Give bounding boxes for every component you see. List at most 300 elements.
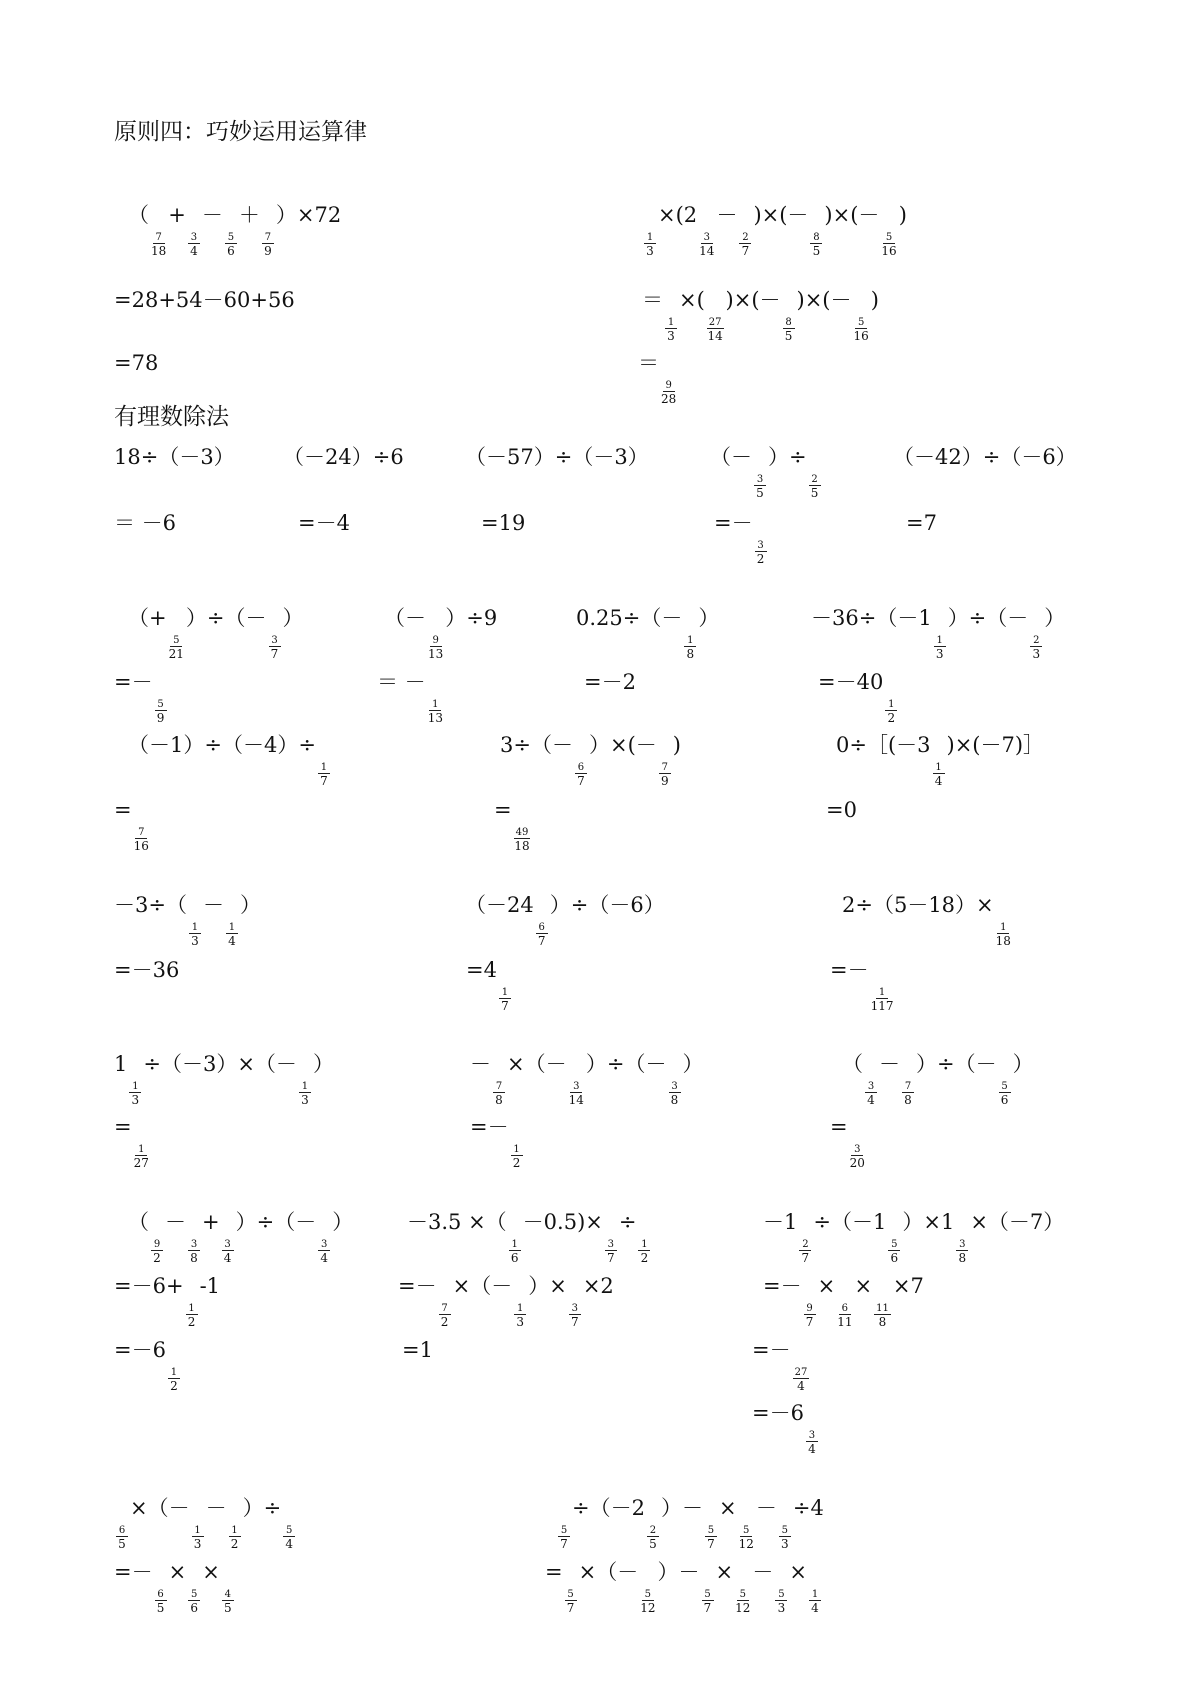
fraction <box>754 474 766 500</box>
fraction-denominator: 9 <box>660 774 669 788</box>
fraction <box>735 1589 750 1615</box>
expression-text: ×( <box>679 288 705 312</box>
fraction <box>739 1525 754 1551</box>
fraction-numerator: 6 <box>536 922 548 934</box>
fraction-numerator: 1 <box>129 1081 141 1093</box>
fraction-numerator: 5 <box>155 699 167 711</box>
expression-text: ）÷（－ <box>185 606 267 630</box>
fraction-denominator: 14 <box>707 329 723 343</box>
fraction-numerator: 1 <box>934 635 946 647</box>
expression-text: ）×1 <box>902 1210 955 1234</box>
fraction <box>188 1589 200 1615</box>
fraction-denominator: 8 <box>190 1251 198 1265</box>
fraction-numerator: 8 <box>810 232 822 244</box>
expression-text: =－2 <box>584 670 636 694</box>
fraction-denominator: 14 <box>568 1093 584 1107</box>
fraction <box>129 1081 141 1107</box>
fraction-numerator: 1 <box>429 699 441 711</box>
expression-text: －3÷（ <box>114 893 187 917</box>
expression-text: ×(2 <box>658 203 698 227</box>
fraction-numerator: 3 <box>806 1430 818 1442</box>
expression-text: ）÷ <box>242 1496 282 1520</box>
expression-text: － <box>716 203 738 227</box>
math-line <box>128 735 332 788</box>
expression-text: =0 <box>826 798 857 822</box>
fraction-numerator: 1 <box>511 1144 523 1156</box>
fraction-denominator: 7 <box>703 1601 712 1615</box>
fraction <box>134 1144 149 1170</box>
fraction-numerator: 2 <box>739 232 751 244</box>
fraction-numerator: 1 <box>809 1589 821 1601</box>
expression-text: － <box>165 1210 186 1234</box>
fraction-denominator: 8 <box>904 1093 912 1107</box>
expression-text: × <box>168 1560 187 1584</box>
fraction-numerator: 7 <box>493 1081 505 1093</box>
fraction-denominator: 6 <box>890 1251 899 1265</box>
fraction-denominator: 12 <box>640 1601 656 1615</box>
fraction-numerator: 7 <box>439 1303 451 1315</box>
fraction <box>684 635 696 661</box>
fraction <box>669 1081 681 1107</box>
expression-text: =4 <box>466 958 497 982</box>
math-line <box>556 1498 824 1551</box>
math-line <box>114 447 235 468</box>
fraction <box>511 1144 523 1170</box>
fraction <box>885 699 897 725</box>
math-line <box>642 205 907 258</box>
fraction <box>605 1239 617 1265</box>
fraction-denominator: 16 <box>133 839 149 853</box>
fraction <box>299 1081 311 1107</box>
math-line <box>128 205 341 258</box>
math-line <box>114 1276 220 1329</box>
fraction <box>661 380 676 406</box>
fraction <box>188 1239 200 1265</box>
fraction <box>644 232 656 258</box>
math-line <box>830 1117 867 1170</box>
math-line <box>398 1276 614 1329</box>
fraction <box>229 1525 241 1551</box>
math-line <box>481 513 525 534</box>
fraction-denominator: 3 <box>193 1537 202 1551</box>
expression-text: ）－ <box>657 1560 700 1584</box>
fraction-numerator: 1 <box>499 987 511 999</box>
math-line <box>818 672 899 725</box>
expression-text: =－ <box>752 1338 791 1362</box>
expression-text: 1 <box>114 1052 128 1076</box>
expression-text: ×（－7） <box>970 1210 1065 1234</box>
fraction-numerator: 5 <box>283 1525 295 1537</box>
fraction-denominator: 7 <box>320 774 328 788</box>
fraction-denominator: 9 <box>264 244 272 258</box>
fraction-numerator: 3 <box>851 1144 863 1156</box>
fraction-numerator: 3 <box>701 232 713 244</box>
expression-text: = <box>545 1560 563 1584</box>
expression-text: ×7 <box>892 1274 924 1298</box>
fraction-denominator: 2 <box>512 1156 521 1170</box>
fraction <box>837 1303 852 1329</box>
fraction-numerator: 1 <box>226 922 238 934</box>
expression-text: ÷（－3）×（－ <box>143 1052 297 1076</box>
math-line <box>114 1117 151 1170</box>
expression-text: × <box>854 1274 873 1298</box>
math-line <box>377 672 445 725</box>
expression-text: ）× <box>528 1274 567 1298</box>
fraction <box>659 762 671 788</box>
fraction-denominator: 6 <box>510 1251 519 1265</box>
fraction-denominator: 5 <box>224 1601 232 1615</box>
fraction <box>647 1525 659 1551</box>
fraction-numerator: 7 <box>902 1081 914 1093</box>
fraction-numerator: 9 <box>151 1239 163 1251</box>
fraction <box>739 232 751 258</box>
math-line <box>466 960 513 1013</box>
expression-text: ） <box>332 1210 354 1234</box>
fraction-numerator: 5 <box>775 1589 787 1601</box>
expression-text: －1 <box>763 1210 798 1234</box>
math-line <box>494 800 532 853</box>
fraction-numerator: 27 <box>794 1367 808 1378</box>
fraction-numerator: 5 <box>188 1589 200 1601</box>
fraction-numerator: 2 <box>809 474 821 486</box>
expression-text: ＝ <box>638 351 659 375</box>
fraction <box>269 635 281 661</box>
fraction-numerator: 3 <box>669 1081 681 1093</box>
fraction <box>514 1303 526 1329</box>
fraction-denominator: 2 <box>153 1251 161 1265</box>
expression-text: ） <box>698 606 720 630</box>
expression-text: （－24）÷6 <box>283 445 404 469</box>
fraction-denominator: 12 <box>735 1601 751 1615</box>
expression-text: ） <box>239 893 261 917</box>
fraction-denominator: 2 <box>187 1315 196 1329</box>
expression-text: =－ <box>763 1274 802 1298</box>
expression-text: )×(－ <box>753 203 809 227</box>
fraction-denominator: 3 <box>191 934 199 948</box>
fraction <box>155 699 167 725</box>
expression-text: ）÷（－6） <box>549 893 665 917</box>
math-line <box>128 1212 353 1265</box>
fraction-numerator: 5 <box>740 1525 752 1537</box>
fraction-denominator: 3 <box>667 329 675 343</box>
expression-text: － <box>205 1496 227 1520</box>
fraction-numerator: 5 <box>888 1239 900 1251</box>
fraction-denominator: 4 <box>285 1537 294 1551</box>
math-line <box>842 895 1013 948</box>
expression-text: ）÷9 <box>445 606 498 630</box>
math-line <box>893 447 1077 468</box>
fraction-denominator: 7 <box>537 934 546 948</box>
fraction <box>575 762 587 788</box>
fraction-denominator: 4 <box>934 774 943 788</box>
expression-text: )×(－ <box>824 203 880 227</box>
fraction <box>188 232 200 258</box>
fraction-denominator: 7 <box>501 999 509 1013</box>
fraction <box>558 1525 570 1551</box>
fraction-denominator: 2 <box>640 1251 649 1265</box>
section-title: 原则四：巧妙运用运算律 <box>114 119 367 145</box>
expression-text: =19 <box>481 511 526 535</box>
fraction-denominator: 3 <box>1032 647 1041 661</box>
fraction <box>222 1239 234 1265</box>
fraction-numerator: 6 <box>839 1303 851 1315</box>
fraction <box>779 1525 791 1551</box>
expression-text: ÷4 <box>792 1496 824 1520</box>
fraction-denominator: 4 <box>223 1251 232 1265</box>
fraction-numerator: 3 <box>755 540 767 552</box>
math-line <box>402 1340 433 1361</box>
fraction-numerator: 6 <box>155 1589 167 1601</box>
fraction <box>850 1144 865 1170</box>
fraction-denominator: 18 <box>514 839 530 853</box>
fraction-numerator: 1 <box>644 232 656 244</box>
expression-text: （－1）÷（－4）÷ <box>128 733 316 757</box>
fraction-denominator: 18 <box>995 934 1011 948</box>
fraction <box>1030 635 1042 661</box>
fraction <box>854 317 869 343</box>
fraction <box>151 232 166 258</box>
expression-text: = <box>114 798 132 822</box>
math-line <box>763 1212 1064 1265</box>
fraction-denominator: 8 <box>686 647 695 661</box>
expression-text: =28+54－60+56 <box>114 288 295 312</box>
expression-text: 2÷（5－18）× <box>842 893 994 917</box>
fraction-numerator: 5 <box>225 232 237 244</box>
expression-text: ×（－ <box>507 1052 567 1076</box>
fraction-numerator: 2 <box>1030 635 1042 647</box>
expression-text: ×（－ <box>578 1560 639 1584</box>
expression-text: （－24 <box>465 893 534 917</box>
math-line <box>906 513 937 534</box>
fraction-denominator: 9 <box>156 711 165 725</box>
fraction-denominator: 3 <box>781 1537 789 1551</box>
fraction-denominator: 3 <box>131 1093 140 1107</box>
expression-text: ） <box>312 1052 334 1076</box>
fraction-denominator: 21 <box>168 647 184 661</box>
expression-text: －0.5)× <box>522 1210 603 1234</box>
expression-text: － <box>755 1496 777 1520</box>
math-line <box>710 447 823 500</box>
fraction <box>933 762 945 788</box>
math-line <box>114 353 158 374</box>
fraction-denominator: 5 <box>118 1537 126 1551</box>
fraction-denominator: 3 <box>646 244 654 258</box>
fraction-numerator: 5 <box>737 1589 749 1601</box>
fraction-denominator: 2 <box>756 552 765 566</box>
math-line <box>465 895 665 948</box>
expression-text: = <box>114 1115 132 1139</box>
expression-text: = <box>830 1115 848 1139</box>
expression-text: )×(－7)］ <box>946 733 1045 757</box>
fraction-denominator: 8 <box>958 1251 967 1265</box>
fraction <box>793 1367 810 1393</box>
fraction-denominator: 18 <box>151 244 167 258</box>
fraction-numerator: 5 <box>855 317 867 329</box>
fraction-denominator: 2 <box>440 1315 449 1329</box>
fraction-numerator: 1 <box>876 987 888 999</box>
fraction <box>493 1081 505 1107</box>
expression-text: =－ <box>714 511 753 535</box>
fraction-denominator: 5 <box>156 1601 165 1615</box>
fraction <box>799 1239 811 1265</box>
fraction-denominator: 6 <box>227 244 235 258</box>
fraction-denominator: 7 <box>566 1601 575 1615</box>
fraction <box>871 987 894 1013</box>
fraction <box>134 827 149 853</box>
fraction <box>318 762 330 788</box>
expression-text: + <box>168 203 186 227</box>
math-line <box>470 1054 704 1107</box>
expression-text: ) <box>898 203 907 227</box>
expression-text: ) <box>672 733 681 757</box>
fraction <box>225 232 237 258</box>
fraction <box>514 827 531 853</box>
fraction-numerator: 1 <box>509 1239 521 1251</box>
fraction <box>428 635 443 661</box>
fraction-denominator: 11 <box>837 1315 853 1329</box>
fraction-denominator: 12 <box>738 1537 754 1551</box>
fraction-numerator: 3 <box>956 1239 968 1251</box>
math-line <box>545 1562 823 1615</box>
fraction-numerator: 3 <box>569 1303 581 1315</box>
expression-text: （ <box>842 1052 863 1076</box>
expression-text: 18÷（－3） <box>114 445 235 469</box>
expression-text: )×(－ <box>725 288 781 312</box>
math-line <box>407 1212 652 1265</box>
fraction <box>640 1589 655 1615</box>
fraction-numerator: 4 <box>222 1589 234 1601</box>
fraction-numerator: 1 <box>318 762 330 774</box>
fraction-numerator: 7 <box>262 232 274 244</box>
fraction-numerator: 1 <box>189 922 201 934</box>
subsection-title: 有理数除法 <box>114 404 229 430</box>
expression-text: ＝ － <box>377 670 426 694</box>
fraction <box>874 1303 891 1329</box>
math-line <box>752 1340 811 1393</box>
fraction <box>186 1303 198 1329</box>
fraction <box>902 1081 914 1107</box>
fraction-denominator: 7 <box>801 1251 810 1265</box>
expression-text: =－ <box>398 1274 437 1298</box>
expression-text: =－6 <box>114 1338 166 1362</box>
fraction-numerator: 5 <box>705 1525 717 1537</box>
math-line <box>642 290 879 343</box>
fraction <box>881 232 896 258</box>
expression-text: × <box>715 1560 734 1584</box>
fraction <box>569 1303 581 1329</box>
fraction-denominator: 27 <box>133 1156 149 1170</box>
fraction-numerator: 1 <box>514 1303 526 1315</box>
expression-text: + <box>202 1210 220 1234</box>
fraction-denominator: 20 <box>849 1156 865 1170</box>
expression-text: =－ <box>470 1115 509 1139</box>
fraction-denominator: 117 <box>870 999 894 1013</box>
expression-text: ） <box>282 606 304 630</box>
fraction-denominator: 7 <box>571 1315 579 1329</box>
math-line <box>638 353 678 406</box>
fraction-denominator: 7 <box>707 1537 715 1551</box>
fraction-denominator: 5 <box>812 244 821 258</box>
expression-text: =1 <box>402 1338 433 1362</box>
fraction-denominator: 16 <box>881 244 897 258</box>
fraction-numerator: 3 <box>188 1239 200 1251</box>
fraction-denominator: 8 <box>878 1315 887 1329</box>
fraction <box>428 699 443 725</box>
expression-text: － <box>752 1560 774 1584</box>
fraction <box>809 1589 821 1615</box>
fraction-denominator: 4 <box>190 244 198 258</box>
expression-text: ）－ <box>660 1496 703 1520</box>
fraction-denominator: 7 <box>805 1315 814 1329</box>
fraction-numerator: 5 <box>702 1589 714 1601</box>
expression-text: ）÷ <box>768 445 807 469</box>
math-line <box>114 1054 334 1107</box>
expression-text: × <box>718 1496 737 1520</box>
expression-text: －36÷（－1 <box>811 606 932 630</box>
math-line <box>283 447 404 468</box>
fraction <box>996 922 1011 948</box>
fraction-numerator: 1 <box>192 1525 204 1537</box>
fraction-numerator: 1 <box>638 1239 650 1251</box>
fraction <box>155 1589 167 1615</box>
expression-text: （ <box>128 203 149 227</box>
fraction-numerator: 27 <box>708 317 722 328</box>
fraction-numerator: 1 <box>665 317 677 329</box>
expression-text: （－57）÷（－3） <box>465 445 649 469</box>
math-line <box>114 1340 182 1393</box>
fraction-numerator: 3 <box>605 1239 617 1251</box>
expression-text: =－40 <box>818 670 884 694</box>
fraction-denominator: 6 <box>1000 1093 1009 1107</box>
fraction-denominator: 4 <box>811 1601 819 1615</box>
fraction-denominator: 2 <box>887 711 896 725</box>
math-line <box>114 895 261 948</box>
fraction-numerator: 9 <box>804 1303 816 1315</box>
expression-text: ）×(－ <box>588 733 657 757</box>
expression-text: ×2 <box>582 1274 614 1298</box>
expression-text: ×（－ <box>130 1496 190 1520</box>
expression-text: =－ <box>114 670 153 694</box>
fraction-denominator: 6 <box>190 1601 199 1615</box>
fraction <box>665 317 677 343</box>
fraction-numerator: 5 <box>999 1081 1011 1093</box>
fraction <box>439 1303 451 1329</box>
fraction-denominator: 7 <box>741 244 750 258</box>
fraction <box>116 1525 128 1551</box>
fraction <box>865 1081 877 1107</box>
fraction-numerator: 7 <box>135 827 147 839</box>
expression-text: =－ <box>830 958 869 982</box>
expression-text: =－6 <box>752 1401 804 1425</box>
expression-text: =78 <box>114 351 159 375</box>
fraction-numerator: 8 <box>783 317 795 329</box>
math-line <box>576 608 719 661</box>
fraction-denominator: 28 <box>661 392 677 406</box>
expression-text: =7 <box>906 511 937 535</box>
fraction-numerator: 2 <box>799 1239 811 1251</box>
expression-text: － <box>201 203 223 227</box>
fraction-numerator: 5 <box>883 232 895 244</box>
fraction-numerator: 6 <box>575 762 587 774</box>
math-line <box>584 672 636 693</box>
fraction-denominator: 4 <box>228 934 236 948</box>
fraction <box>509 1239 521 1265</box>
fraction-numerator: 5 <box>779 1525 791 1537</box>
fraction-numerator: 3 <box>222 1239 234 1251</box>
fraction-denominator: 3 <box>516 1315 525 1329</box>
fraction <box>569 1081 584 1107</box>
fraction <box>189 922 201 948</box>
